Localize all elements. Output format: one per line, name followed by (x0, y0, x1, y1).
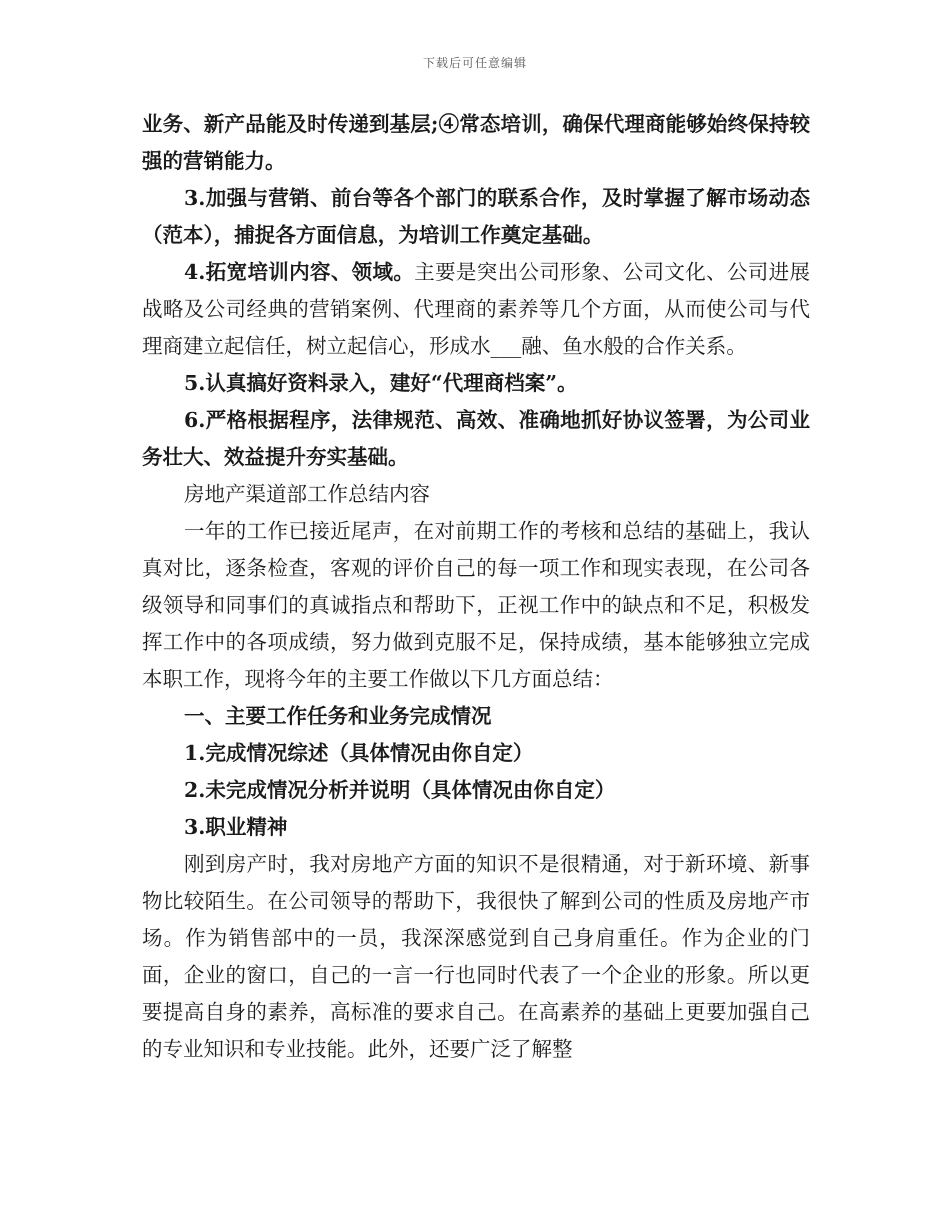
page-header: 下载后可任意编辑 (422, 56, 527, 70)
paragraph-item-4 (142, 254, 810, 365)
body-text: 刚到房产时，我对房地产方面的知识不是很精通，对于新环境、新事物比较陌生。在公司领导的帮助下，我很快了解到公司的性质及房地产市场。作为销售部中的一员，我深深感觉到自己身肩重任。作为企业的门面，企业的窗口，自己的一言一行也同时代表了一个企业的形象。所以更要提高自身的素养，高标准的要求自己。在高素养的基础上更要加强自己的专业知识和专业技能。此外，还要广泛了解整 (142, 852, 810, 1061)
bold-text: 3.加强与营销、前台等各个部门的联系合作，及时掌握了解市场动态（范本），捕捉各方面信息，为培训工作奠定基础。 (142, 186, 810, 247)
heading-sub-3 (142, 809, 810, 846)
bold-text: 4.拓宽培训内容、领域。 (184, 260, 415, 284)
paragraph-intro (142, 513, 810, 698)
bold-text: 3.职业精神 (184, 815, 288, 839)
bold-text: 一、主要工作任务和业务完成情况 (184, 704, 492, 728)
heading-section-1 (142, 698, 810, 735)
bold-text: 6.严格根据程序，法律规范、高效、准确地抓好协议签署，为公司业务壮大、效益提升夯实基础。 (142, 408, 810, 469)
paragraph-continuation (142, 106, 810, 180)
paragraph-body (142, 846, 810, 1068)
bold-text: 5.认真搞好资料录入，建好“代理商档案”。 (184, 371, 578, 395)
bold-text: 1.完成情况综述（具体情况由你自定） (184, 741, 534, 765)
section-title (142, 476, 810, 513)
body-text: 主要是突出公司形象、公司文化、公司进展战略及公司经典的营销案例、代理商的素养等几个方面，从而使公司与代理商建立起信任，树立起信心，形成水___融、鱼水般的合作关系。 (142, 260, 810, 358)
bold-text: 业务、新产品能及时传递到基层;④常态培训，确保代理商能够始终保持较强的营销能力。 (142, 112, 810, 173)
heading-sub-2 (142, 772, 810, 809)
body-text: 房地产渠道部工作总结内容 (184, 482, 430, 506)
paragraph-item-6 (142, 402, 810, 476)
paragraph-item-3 (142, 180, 810, 254)
paragraph-item-5 (142, 365, 810, 402)
bold-text: 2.未完成情况分析并说明（具体情况由你自定） (184, 778, 616, 802)
heading-sub-1 (142, 735, 810, 772)
body-text: 一年的工作已接近尾声，在对前期工作的考核和总结的基础上，我认真对比，逐条检查，客观的评价自己的每一项工作和现实表现，在公司各级领导和同事们的真诚指点和帮助下，正视工作中的缺点和不足，积极发挥工作中的各项成绩，努力做到克服不足，保持成绩，基本能够独立完成本职工作，现将今年的主要工作做以下几方面总结： (142, 519, 810, 691)
document-body (142, 106, 810, 1068)
